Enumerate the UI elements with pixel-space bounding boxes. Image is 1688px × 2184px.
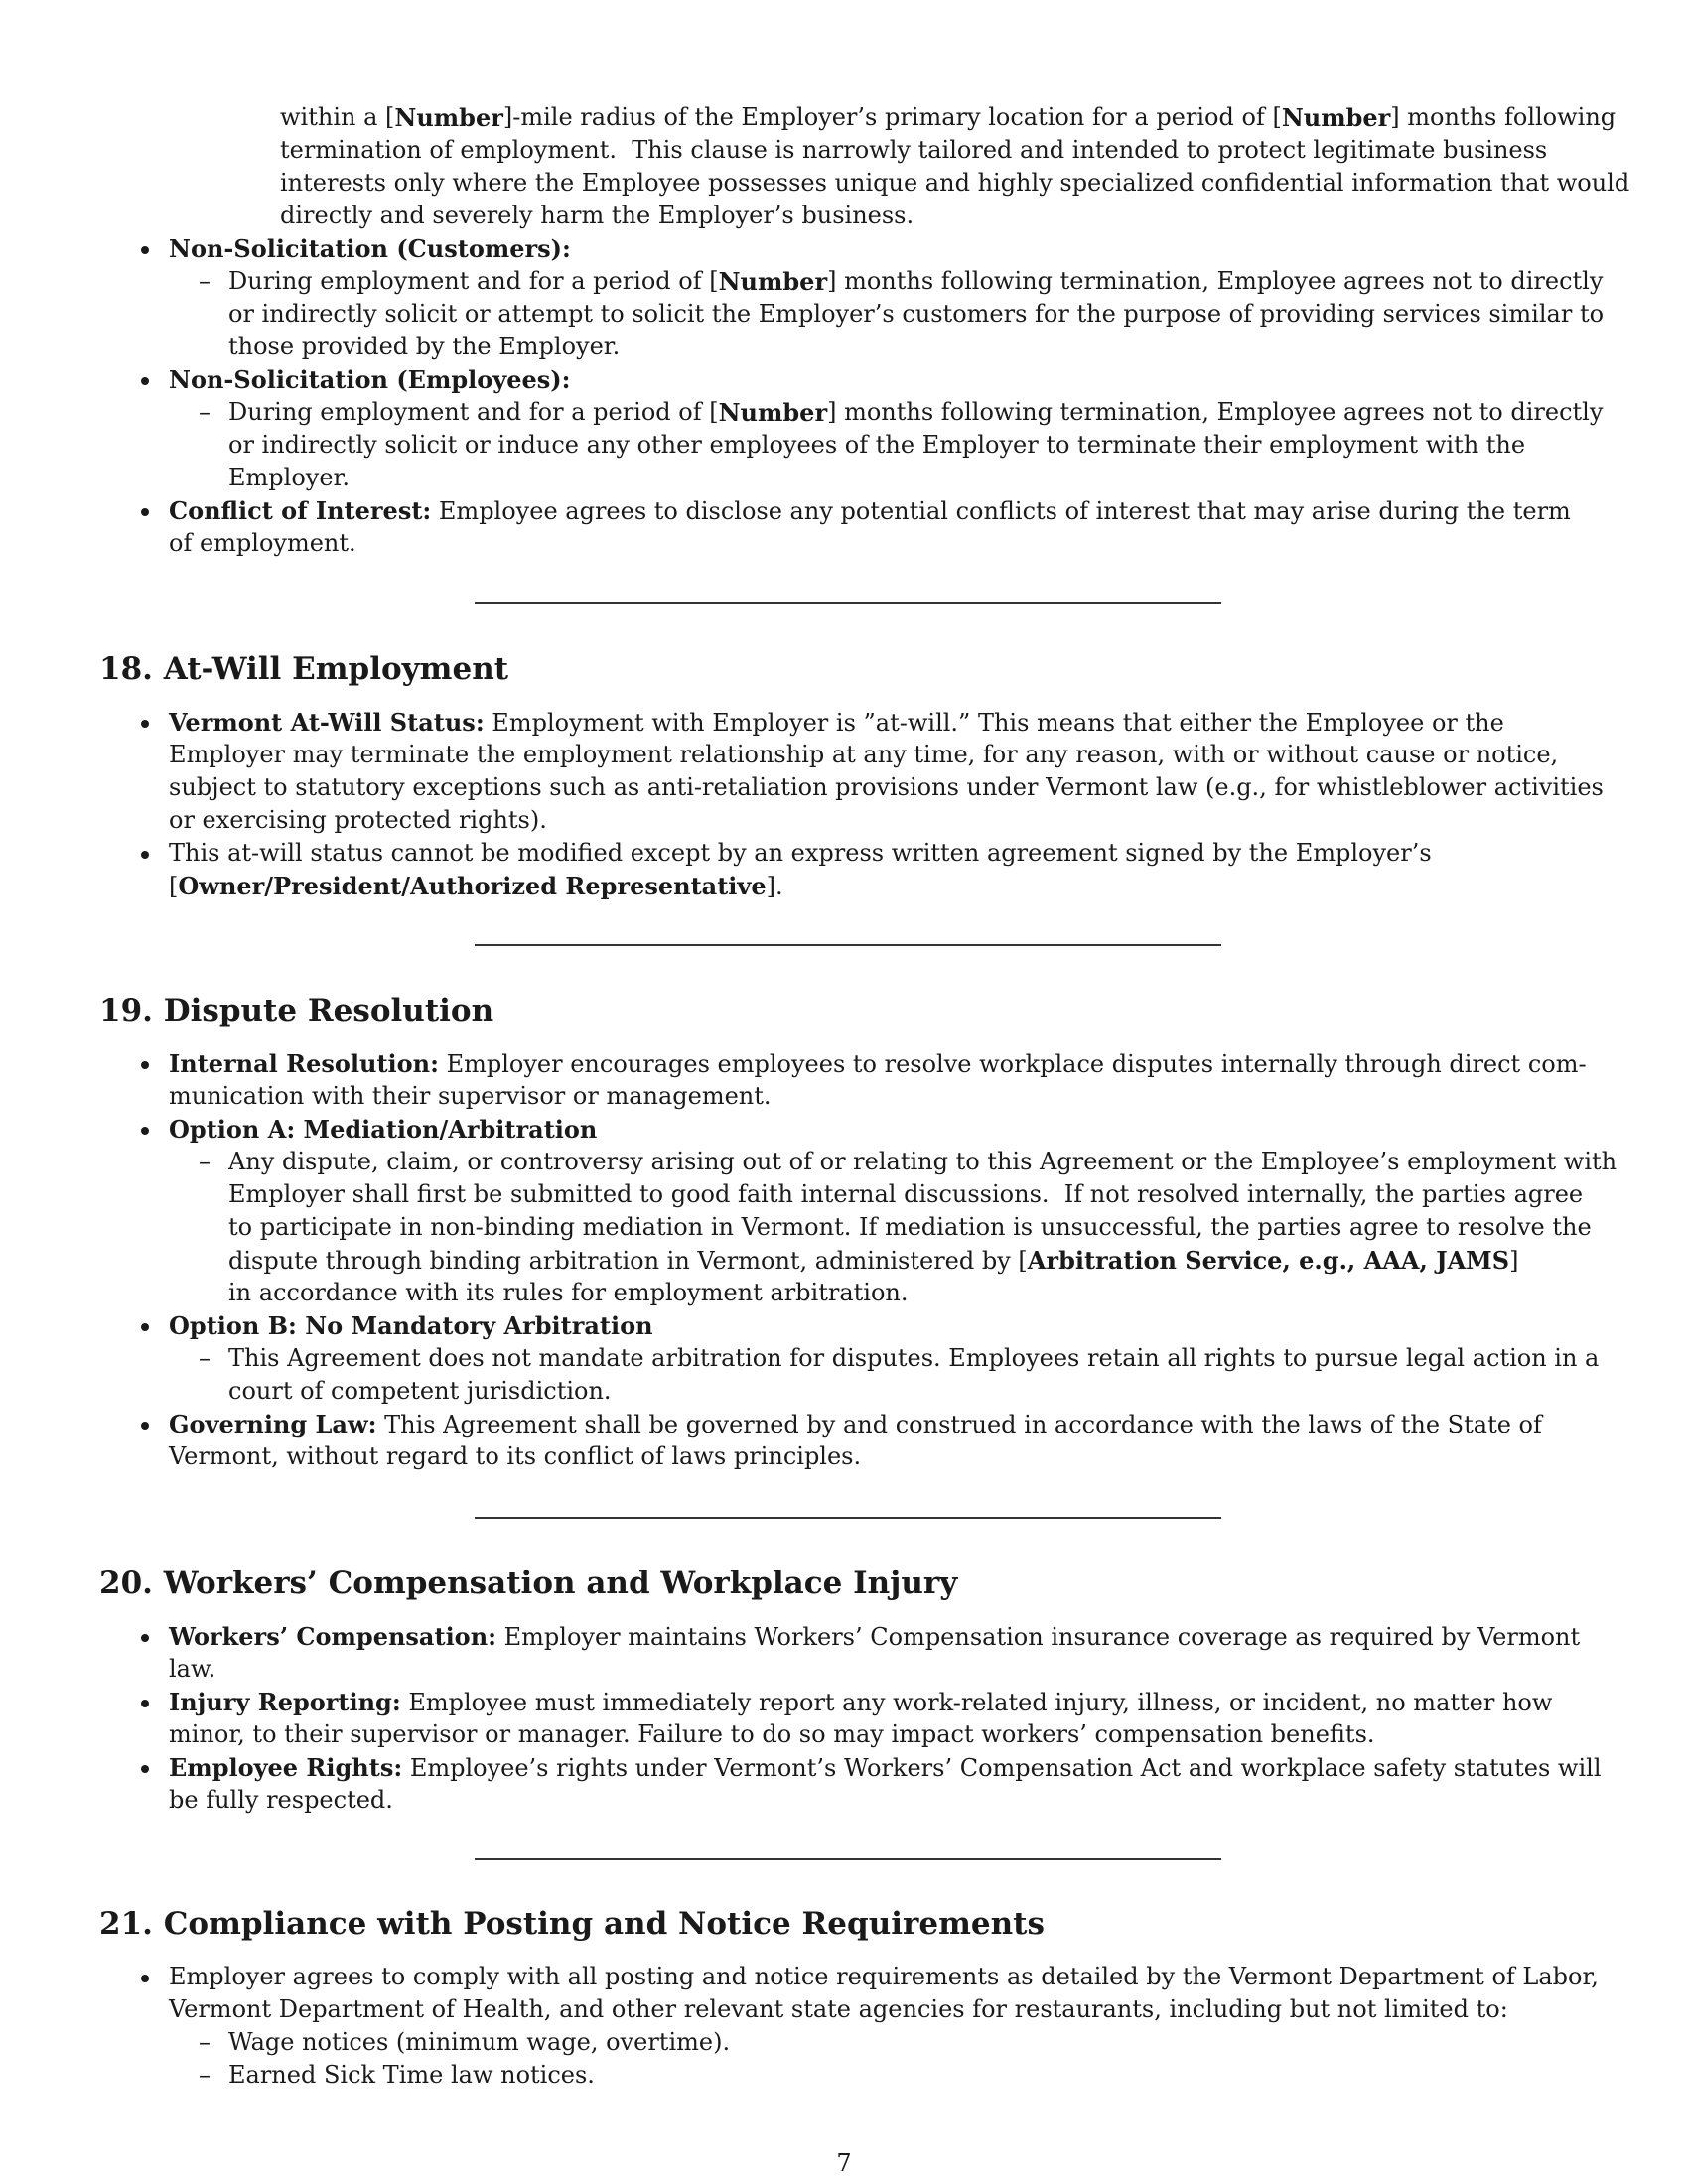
nonsolicit-customers-text-2: or indirectly solicit or attempt to solicit the Employer’s customers for the purpose of providing services similar to	[228, 300, 1605, 328]
atwill-line-3: subject to statutory exceptions such as anti-retaliation provisions under Vermont law (e.g., for whistleblower activities	[169, 773, 1604, 801]
nonsolicit-employees-text-1: During employment and for a period of [ Number ] months following termination, Employee agrees not to directly	[228, 398, 1604, 427]
nonsolicit-employees-text-2: or indirectly solicit or induce any other employees of the Employer to terminate their employment with the	[228, 431, 1526, 459]
nonsolicit-employees-label: Non-Solicitation (Employees):	[169, 365, 571, 394]
bullet-icon	[141, 1700, 149, 1707]
nonsolicit-customers-label: Non-Solicitation (Customers):	[169, 234, 571, 263]
posting-line-2: Vermont Department of Health, and other relevant state agencies for restaurants, including but not limited to:	[169, 1995, 1508, 2023]
atwill-line-2: Employer may terminate the employment relationship at any time, for any reason, with or without cause or notice,	[169, 741, 1559, 768]
section-divider	[475, 944, 1221, 946]
workers-comp-line-1: Workers’ Compensation: Employer maintains Workers’ Compensation insurance coverage as required by Vermont	[169, 1622, 1581, 1651]
option-b-line-1: This Agreement does not mandate arbitration for disputes. Employees retain all rights to pursue legal action in a	[228, 1344, 1600, 1372]
atwill-line-1: Vermont At-Will Status: Employment with Employer is ”at-will.” This means that either the Employee or the	[169, 708, 1504, 737]
nonsolicit-employees-text-3: Employer.	[228, 464, 350, 491]
bullet-icon	[141, 1634, 149, 1642]
conflict-line-1: Conflict of Interest: Employee agrees to disclose any potential conflicts of interest that may arise during the term	[169, 496, 1571, 525]
option-a-label: Option A: Mediation/Arbitration	[169, 1115, 598, 1144]
posting-line-1: Employer agrees to comply with all posting and notice requirements as detailed by the Vermont Department of Labor,	[169, 1963, 1599, 1990]
section-divider	[475, 1517, 1221, 1519]
option-a-line-2: Employer shall first be submitted to good faith internal discussions. If not resolved internally, the parties agree	[228, 1180, 1584, 1208]
employee-rights-line-1: Employee Rights: Employee’s rights under Vermont’s Workers’ Compensation Act and workplace safety statutes will	[169, 1753, 1602, 1782]
internal-resolution-line-2: munication with their supervisor or management.	[169, 1082, 772, 1110]
bullet-icon	[141, 1061, 149, 1069]
section-divider	[475, 1858, 1221, 1860]
bullet-icon	[141, 1765, 149, 1773]
dash-icon: –	[199, 2028, 211, 2056]
bullet-icon	[141, 1422, 149, 1430]
section-18-heading: 18. At-Will Employment	[99, 651, 509, 687]
conflict-line-2: of employment.	[169, 529, 356, 557]
page-number: 7	[836, 2149, 852, 2177]
posting-sub-item: Wage notices (minimum wage, overtime).	[228, 2028, 731, 2056]
dash-icon: –	[199, 2061, 211, 2089]
bullet-icon	[141, 1127, 149, 1135]
carryover-line-1: within a [ Number ]-mile radius of the Employer’s primary location for a period of [ Number ] months following	[280, 103, 1617, 132]
bullet-icon	[141, 1975, 149, 1982]
bullet-icon	[141, 1323, 149, 1331]
injury-reporting-line-2: minor, to their supervisor or manager. Failure to do so may impact workers’ compensation benefits.	[169, 1720, 1375, 1748]
nonsolicit-customers-text-3: those provided by the Employer.	[228, 333, 621, 360]
atwill-mod-line-1: This at-will status cannot be modified except by an express written agreement signed by the Employer’s	[169, 839, 1432, 867]
bullet-icon	[141, 851, 149, 859]
nonsolicit-customers-text-1: During employment and for a period of [ Number ] months following termination, Employee agrees not to directly	[228, 267, 1604, 296]
section-19-heading: 19. Dispute Resolution	[99, 993, 494, 1028]
option-a-line-3: to participate in non-binding mediation in Vermont. If mediation is unsuccessful, the parties agree to resolve the	[228, 1213, 1592, 1241]
atwill-line-4: or exercising protected rights).	[169, 806, 547, 834]
bullet-icon	[141, 720, 149, 728]
section-divider	[475, 602, 1221, 604]
carryover-line-2: termination of employment. This clause is narrowly tailored and intended to protect legitimate business	[280, 136, 1548, 164]
option-a-line-1: Any dispute, claim, or controversy arising out of or relating to this Agreement or the Employee’s employment with	[228, 1148, 1618, 1175]
posting-sub-item: Earned Sick Time law notices.	[228, 2061, 595, 2089]
option-b-line-2: court of competent jurisdiction.	[228, 1377, 612, 1405]
atwill-mod-line-2: [Owner/President/Authorized Representative].	[169, 872, 783, 900]
injury-reporting-line-1: Injury Reporting: Employee must immediately report any work-related injury, illness, or incident, no matter how	[169, 1688, 1553, 1716]
option-a-line-4: dispute through binding arbitration in Vermont, administered by [Arbitration Service, e.g., AAA, JAMS]	[228, 1246, 1519, 1275]
governing-law-line-2: Vermont, without regard to its conflict of laws principles.	[169, 1442, 862, 1470]
employee-rights-line-2: be fully respected.	[169, 1786, 393, 1814]
workers-comp-line-2: law.	[169, 1655, 216, 1683]
section-21-heading: 21. Compliance with Posting and Notice Requirements	[99, 1906, 1045, 1942]
governing-law-line-1: Governing Law: This Agreement shall be governed by and construed in accordance with the laws of the State of	[169, 1410, 1542, 1438]
option-b-label: Option B: No Mandatory Arbitration	[169, 1311, 653, 1340]
bullet-icon	[141, 246, 149, 254]
bullet-icon	[141, 377, 149, 385]
bullet-icon	[141, 508, 149, 516]
carryover-line-4: directly and severely harm the Employer’s business.	[280, 202, 914, 229]
dash-icon: –	[199, 1148, 211, 1175]
dash-icon: –	[199, 1344, 211, 1372]
dash-icon: –	[199, 267, 211, 295]
dash-icon: –	[199, 398, 211, 426]
carryover-line-3: interests only where the Employee possesses unique and highly specialized confidential information that would	[280, 169, 1630, 197]
internal-resolution-line-1: Internal Resolution: Employer encourages employees to resolve workplace disputes internally through direct com-	[169, 1049, 1587, 1078]
option-a-line-5: in accordance with its rules for employment arbitration.	[228, 1279, 909, 1306]
section-20-heading: 20. Workers’ Compensation and Workplace Injury	[99, 1566, 958, 1601]
